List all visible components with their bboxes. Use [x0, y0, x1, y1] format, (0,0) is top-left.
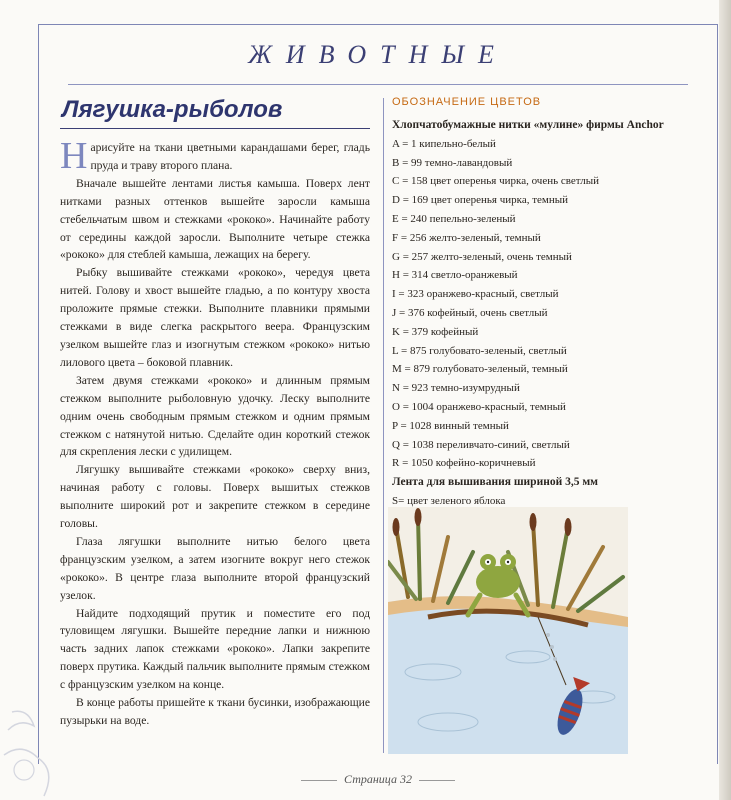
article-column — [60, 96, 370, 730]
legend-item: F = 256 желто-зеленый, темный — [392, 231, 541, 244]
legend-item: D = 169 цвет оперенья чирка, темный — [392, 194, 569, 207]
paragraph: Затем двумя стежками «рококо» и длинным прямым стежком выполните рыболовную удочку. Леску выполните одним очень свободным прямым стежком и одним прямым стежком с натянутой нитью. Сделайте один короткий стежок для скрепления лески с удилищем. — [60, 373, 370, 459]
legend-item: Q = 1038 переливчато-синий, светлый — [392, 438, 570, 451]
legend-item: J = 376 кофейный, очень светлый — [392, 306, 548, 319]
legend-item: G = 257 желто-зеленый, очень темный — [392, 250, 572, 263]
paragraph: В конце работы пришейте к ткани бусинки, изображающие пузырьки на воде. — [60, 696, 370, 727]
paragraph: Вначале вышейте лентами листья камыша. Поверх лент нитками разных оттенков вышейте заросли камыша стебельчатым швом и стежками «рококо». Начинайте работу от середины каждой заросли. Выполните четыре стежка «рококо» для стеблей камыша, лежащих на берегу. — [60, 176, 370, 262]
page-footer — [38, 772, 718, 787]
book-spine-shadow — [719, 0, 731, 800]
embroidery-photo — [388, 507, 628, 754]
paragraph-text: арисуйте на ткани цветными карандашами берег, гладь пруда и траву второго плана. — [90, 141, 370, 172]
paragraph: Лягушку вышивайте стежками «рококо» сверху вниз, начиная работу с головы. Поверх вышитых стежков выполните широкий рот и закрепите стежком в середине головы. — [60, 463, 370, 531]
footer-rule-right — [419, 780, 455, 781]
legend-item: S= цвет зеленого яблока — [392, 494, 506, 507]
legend-item: K = 379 кофейный — [392, 325, 479, 338]
legend-item: N = 923 темно-изумрудный — [392, 382, 520, 395]
legend-item: M = 879 голубовато-зеленый, темный — [392, 363, 568, 376]
ribbon-heading: Лента для вышивания шириной 3,5 мм — [392, 476, 598, 489]
thread-heading: Хлопчатобумажные нитки «мулине» фирмы Anchor — [392, 119, 664, 131]
header-divider — [68, 84, 688, 85]
legend-item: H = 314 светло-оранжевый — [392, 269, 518, 282]
color-legend-list — [392, 116, 692, 548]
article-title: Лягушка-рыболов — [60, 96, 370, 129]
legend-item: R = 1050 кофейно-коричневый — [392, 457, 536, 470]
section-title: ЖИВОТНЫЕ — [248, 40, 508, 69]
legend-item: L = 875 голубовато-зеленый, светлый — [392, 344, 567, 357]
footer-rule-left — [301, 780, 337, 781]
drop-cap: Н — [60, 135, 88, 177]
paragraph: Рыбку вышивайте стежками «рококо», чередуя цвета нитей. Голову и хвост вышейте гладью, а по контуру хвоста проложите прямые стежки. Выполните плавники прямыми стежками в виде слегка раскрытого веера. Французским узелком вышейте глаз и изогнутым стежком «рококо» нитью лилового цвета – боковой плавник. — [60, 266, 370, 369]
article-body — [60, 135, 370, 730]
color-legend-heading: ОБОЗНАЧЕНИЕ ЦВЕТОВ — [392, 96, 542, 108]
color-legend — [392, 96, 692, 548]
legend-item: I = 323 оранжево-красный, светлый — [392, 288, 559, 301]
thread-items — [392, 135, 692, 473]
legend-item: P = 1028 винный темный — [392, 419, 509, 432]
column-divider — [383, 98, 384, 753]
legend-item: C = 158 цвет оперенья чирка, очень светлый — [392, 175, 600, 188]
paragraph — [60, 135, 370, 177]
legend-item: E = 240 пепельно-зеленый — [392, 212, 516, 225]
legend-item: A = 1 кипельно-белый — [392, 137, 496, 150]
paragraph: Найдите подходящий прутик и поместите его под туловищем лягушки. Вышейте передние лапки и нижнюю часть задних лапок стежками «рококо». Лапки закрепите поверх прутика. Каждый пальчик выполните прямым стежком с французским узелком на конце. — [60, 606, 370, 692]
paragraph: Глаза лягушки выполните нитью белого цвета французским узелком, а затем изогните вокруг него стежок «рококо». В центре глаза выполните второй французский узелок. — [60, 534, 370, 602]
legend-item: B = 99 темно-лавандовый — [392, 156, 513, 169]
legend-item: O = 1004 оранжево-красный, темный — [392, 400, 566, 413]
page-number: Страница 32 — [344, 772, 412, 786]
